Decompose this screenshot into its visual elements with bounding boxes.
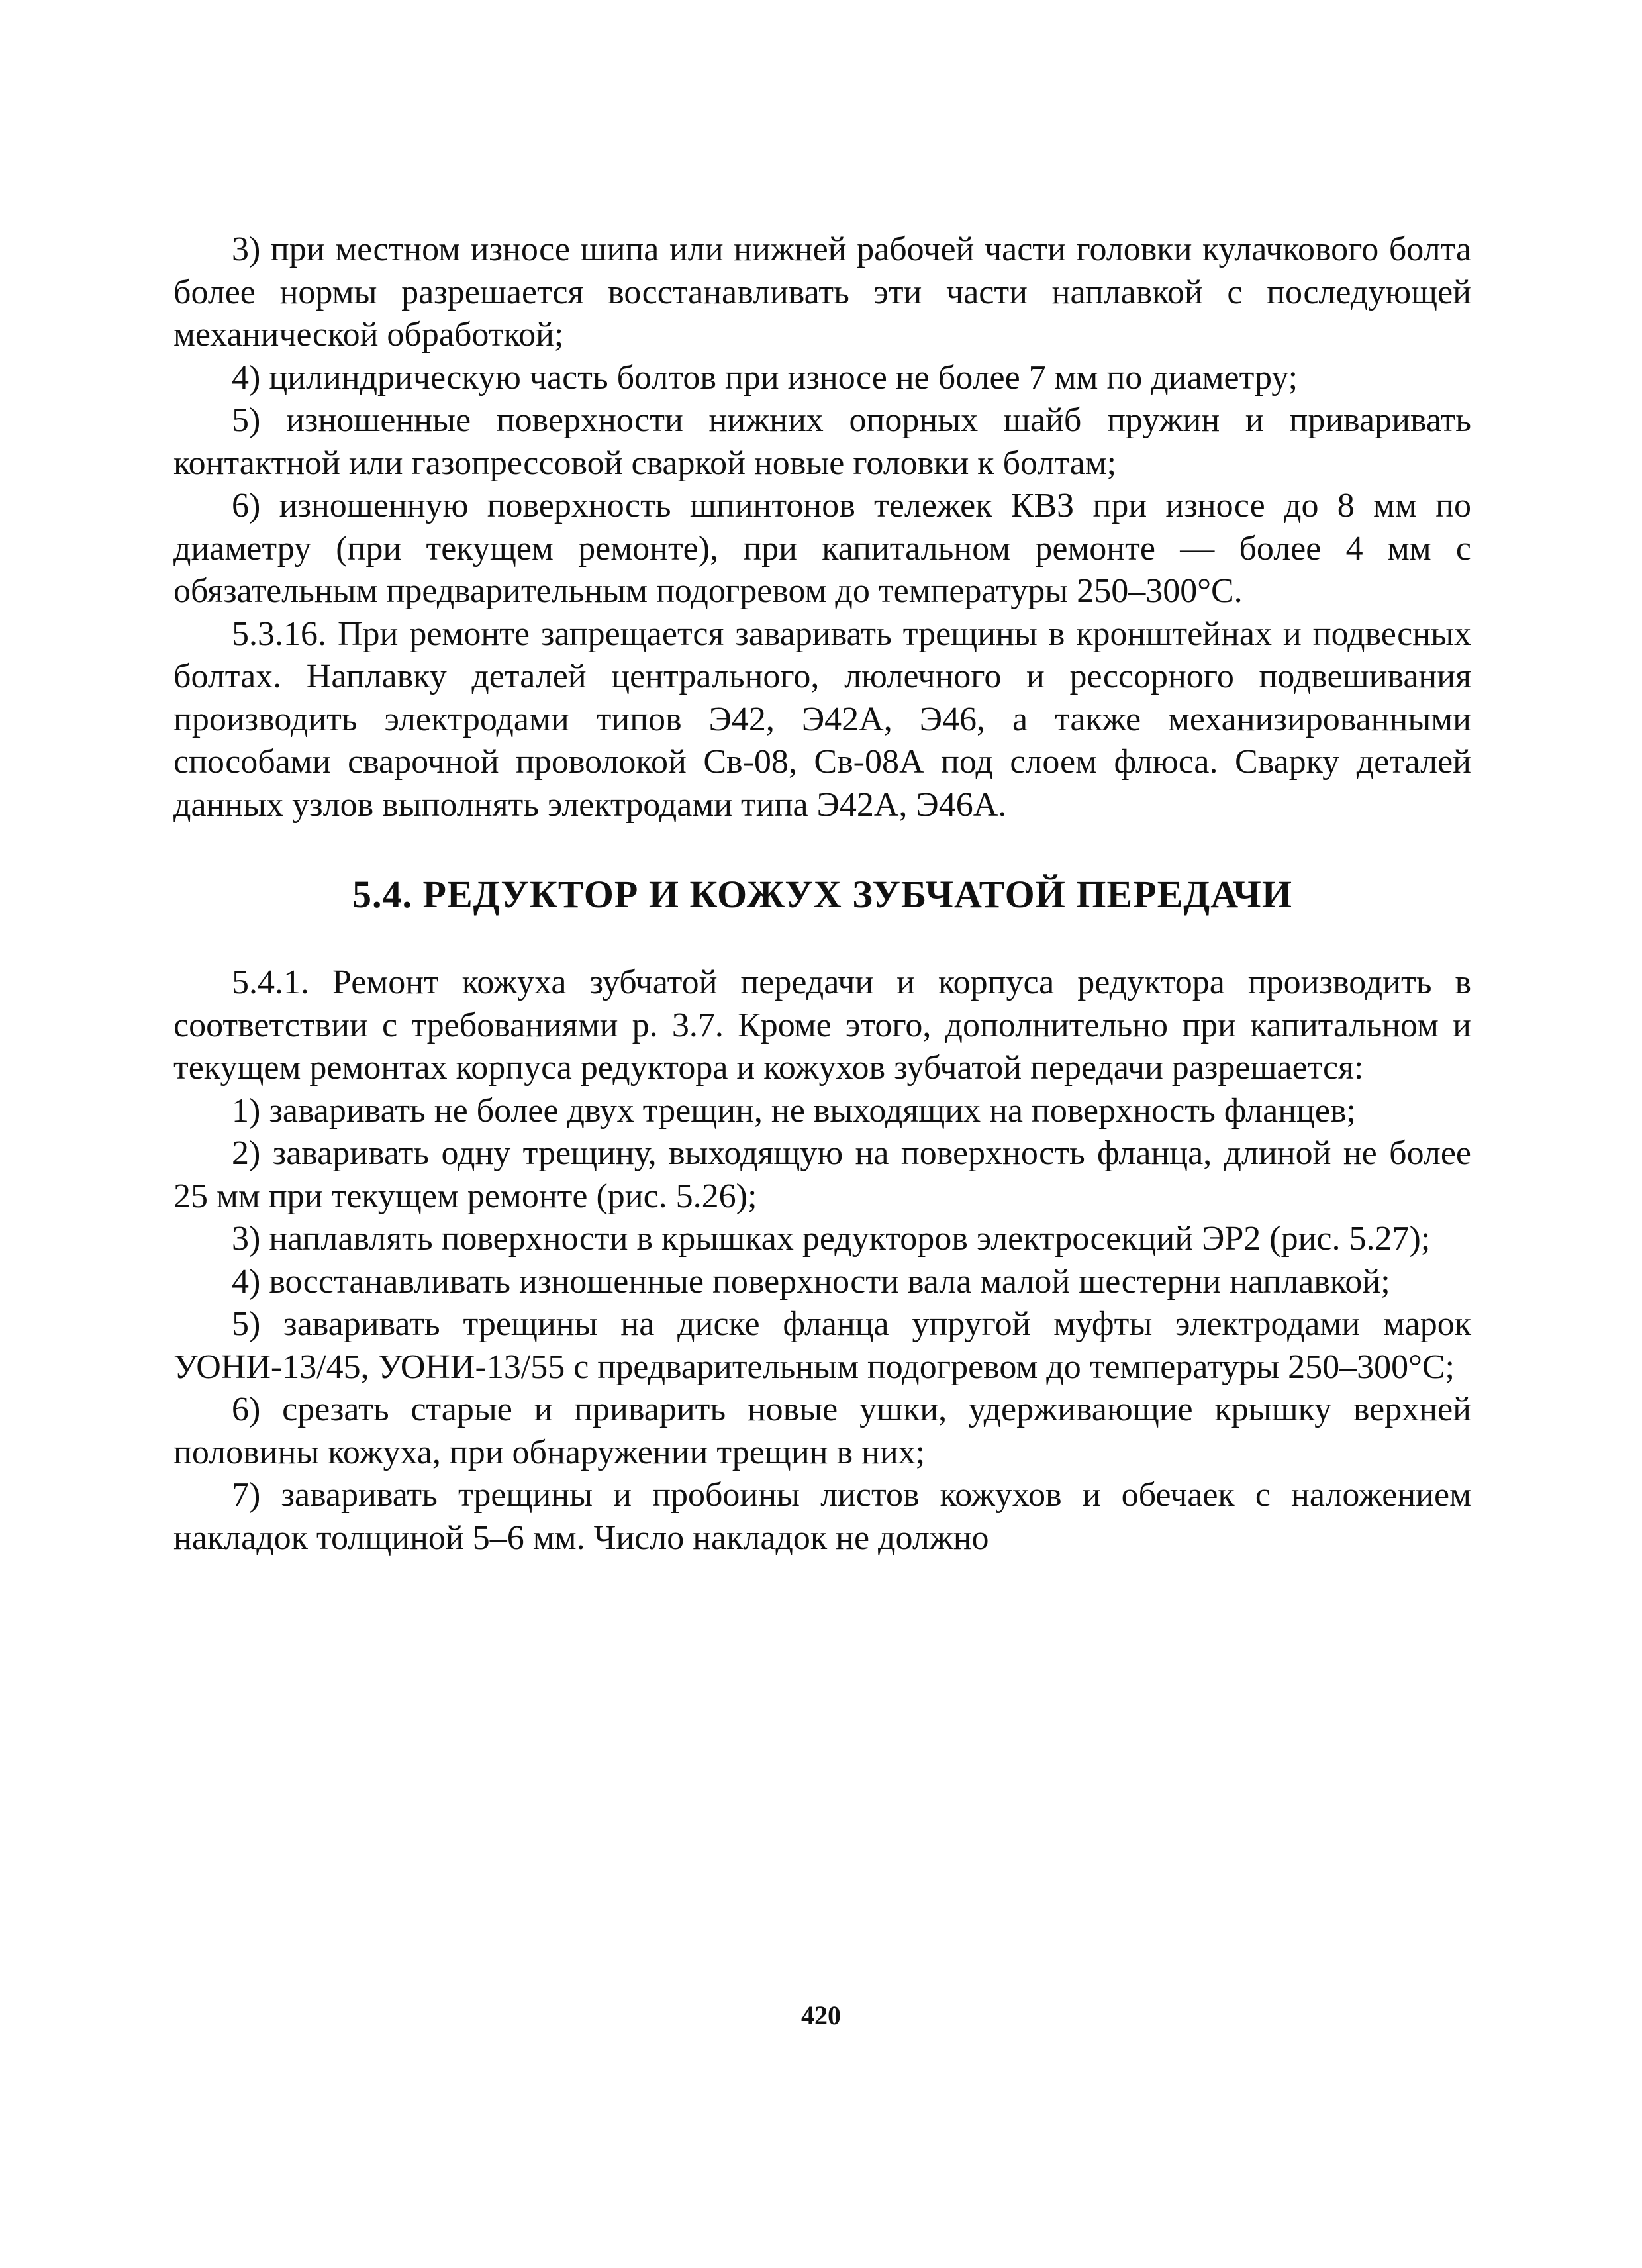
list-item-1: 1) заваривать не более двух трещин, не выходящих на поверхность фланцев;	[232, 1091, 1356, 1130]
list-item-7: 7) заваривать трещины и пробоины листов кожухов и обечаек с наложением накладок толщиной 5–6 мм. Число накладок не должно	[173, 1476, 1471, 1557]
list-item-5: 5) изношенные поверхности нижних опорных шайб пружин и приваривать контактной или газопрессовой сваркой новые головки к болтам;	[173, 401, 1471, 482]
list-item-3: 3) при местном износе шипа или нижней рабочей части головки кулачкового болта более нормы разрешается восстанавливать эти части наплавкой с последующей механической обработкой;	[173, 230, 1471, 354]
list-item-5: 5) заваривать трещины на диске фланца упругой муфты электродами марок УОНИ-13/45, УОНИ-13/55 с предварительным подогревом до температуры 250–300°С;	[173, 1305, 1471, 1386]
section-5-4	[173, 961, 1471, 1559]
list-item-4: 4) восстанавливать изношенные поверхности вала малой шестерни наплавкой;	[232, 1262, 1390, 1301]
list-item-3: 3) наплавлять поверхности в крышках редукторов электросекций ЭР2 (рис. 5.27);	[232, 1220, 1431, 1257]
list-item-2: 2) заваривать одну трещину, выходящую на поверхность фланца, длиной не более 25 мм при текущем ремонте (рис. 5.26);	[173, 1134, 1471, 1215]
list-item-6: 6) изношенную поверхность шпинтонов тележек КВЗ при износе до 8 мм по диаметру (при текущем ремонте), при капитальном ремонте — более 4 мм с обязательным предварительным подогревом до температуры 250–300°С.	[173, 487, 1471, 610]
section-heading: 5.4. РЕДУКТОР И КОЖУХ ЗУБЧАТОЙ ПЕРЕДАЧИ	[352, 873, 1292, 916]
clause-5-3-16: 5.3.16. При ремонте запрещается заваривать трещины в кронштейнах и подвесных болтах. Наплавку деталей центрального, люлечного и рессорного подвешивания производить электродами типов Э42, Э42А, Э46, а также механизированными способами сварочной проволокой Св-08, Св-08А под слоем флюса. Сварку деталей данных узлов выполнять электродами типа Э42А, Э46А.	[173, 615, 1471, 824]
clause-5-4-1: 5.4.1. Ремонт кожуха зубчатой передачи и корпуса редуктора производить в соответствии с требованиями р. 3.7. Кроме этого, дополнительно при капитальном и текущем ремонтах корпуса редуктора и кожухов зубчатой передачи разрешается:	[173, 963, 1471, 1087]
section-continuation	[173, 228, 1471, 826]
list-item-4: 4) цилиндрическую часть болтов при износе не более 7 мм по диаметру;	[232, 358, 1298, 397]
list-item-6: 6) срезать старые и приварить новые ушки, удерживающие крышку верхней половины кожуха, при обнаружении трещин в них;	[173, 1391, 1471, 1471]
page-number: 420	[801, 2000, 841, 2030]
document-page	[173, 228, 1471, 1559]
